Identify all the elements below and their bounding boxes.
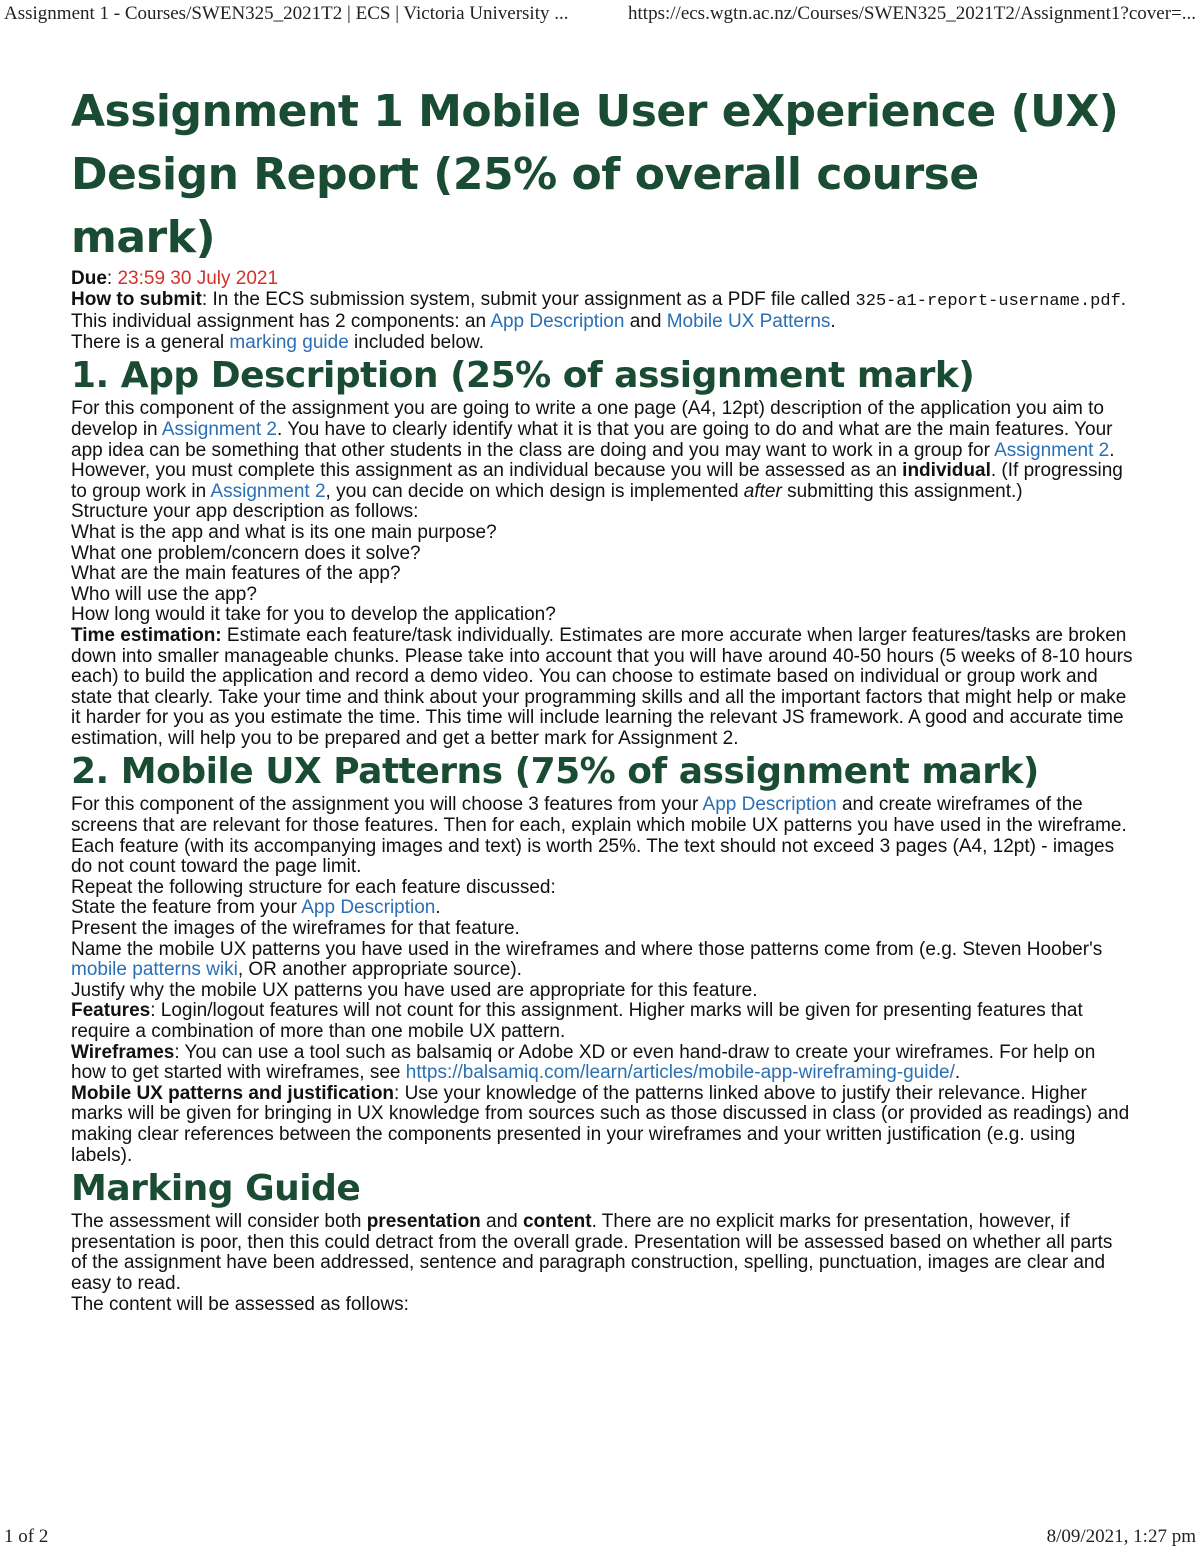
components-text: This individual assignment has 2 components: an [71,311,491,333]
app-description-heading: 1. App Description (25% of assignment mark) [71,355,975,397]
text: , you can decide on which design is implemented [325,480,744,502]
print-datetime: 8/09/2021, 1:27 pm [1046,1526,1196,1547]
content-assessed-line: The content will be assessed as follows: [71,1293,409,1315]
mobile-ux-patterns-link[interactable]: Mobile UX Patterns [666,311,831,333]
text: and create wireframes of the screens that are relevant for those features. Then for each, explain which mobile UX patterns you have used in the wireframe. Each feature (with its accompanying images and text) is worth 25%. The text should not exceed 3 pages (A4, 12pt) - images do not count toward the page limit. [71,794,1127,878]
question-item: How long would it take for you to develop the application? [71,604,556,626]
guide-text-end: included below. [348,331,484,353]
presentation-bold: presentation [366,1211,481,1233]
content-bold: content [522,1211,592,1233]
how-to-submit [71,290,1133,313]
text: and [480,1211,523,1233]
components-and: and [624,311,667,333]
assignment-2-link[interactable]: Assignment 2 [210,480,326,502]
ux-patterns-heading: 2. Mobile UX Patterns (75% of assignment mark) [71,751,1039,793]
period: . [954,1062,961,1084]
period: . [1120,288,1127,310]
text: State the feature from your [71,897,302,919]
after-italic: after [743,480,782,502]
submission-filename: 325-a1-report-username.pdf [855,291,1121,311]
print-footer [0,1527,1200,1549]
time-estimation-text: Estimate each feature/task individually. Estimates are more accurate when larger features/tasks are broken down into smaller manageable chunks. Please take into account that you will have around 40-50 hours (5 weeks of 8-10 hours each) to build the application and record a demo video. You can choose to estimate based on individual or group work and state that clearly. Take your time and think about your programming skills and all the important factors that might help or make it harder for you as you estimate the time. This time will include learning the relevant JS framework. A good and accurate time estimation, will help you to be prepared and get a better mark for Assignment 2. [71,624,1133,749]
text: : You can use a tool such as balsamiq or Adobe XD or even hand-draw to create your wireframes. For help on how to get started with wireframes, see [71,1041,1096,1084]
text: , OR another appropriate source). [237,959,522,981]
question-item: What are the main features of the app? [71,563,401,585]
features-paragraph [71,1001,1133,1042]
text: The assessment will consider both [71,1211,367,1233]
wireframes-paragraph [71,1043,1133,1084]
guide-text: There is a general [71,331,230,353]
due-line: Due: 23:59 30 July 2021 [71,268,279,289]
marking-guide-heading: Marking Guide [71,1168,361,1210]
justification-paragraph [71,1084,1133,1166]
repeat-structure: Repeat the following structure for each feature discussed: [71,876,556,898]
period: . [830,311,836,333]
print-url: https://ecs.wgtn.ac.nz/Courses/SWEN325_2021T2/Assignment1?cover=... [628,3,1196,24]
marking-guide-paragraph [71,1212,1133,1294]
app-description-link[interactable]: App Description [702,794,837,816]
page-count: 1 of 2 [4,1526,49,1547]
app-description-link[interactable]: App Description [301,897,436,919]
question-item: What one problem/concern does it solve? [71,542,421,564]
text: For this component of the assignment you will choose 3 features from your [71,794,703,816]
text: submitting this assignment.) [781,480,1023,502]
document-body [71,80,1133,1315]
how-to-submit-label: How to submit [71,288,202,310]
text: : Login/logout features will not count for this assignment. Higher marks will be given for presenting features that require a combination of more than one mobile UX pattern. [71,1000,1083,1042]
text: . However, you must complete this assignment as an individual because you will be assessed as an [71,439,1115,482]
individual-bold: individual [902,460,991,482]
features-label: Features [71,1000,151,1022]
time-estimation-label: Time estimation: [71,624,222,646]
justify-item: Justify why the mobile UX patterns you have used are appropriate for this feature. [71,979,758,1001]
app-description-link[interactable]: App Description [490,311,625,333]
question-item: What is the app and what is its one main purpose? [71,521,497,543]
app-description-paragraph [71,399,1133,502]
text: . You have to clearly identify what it is that you are going to do and what are the main features. Your app idea can be something that other students in the class are doing and you may want to work in a group for [71,418,1113,461]
present-images-item: Present the images of the wireframes for that feature. [71,918,520,940]
period: . [435,897,441,919]
components-line [71,312,1133,333]
text: For this component of the assignment you are going to write a one page (A4, 12pt) description of the application you aim to develop in [71,398,1104,440]
text: Name the mobile UX patterns you have used in the wireframes and where those patterns come from (e.g. Steven Hoober's [71,938,1103,960]
text: . There are no explicit marks for presentation, however, if presentation is poor, then this could detract from the overall grade. Presentation will be assessed based on whether all parts of the assignment have been addressed, sentence and paragraph construction, spelling, punctuation, images are clear and easy to read. [71,1211,1113,1294]
due-label: Due [71,268,107,289]
marking-guide-link[interactable]: marking guide [229,331,349,353]
time-estimation-paragraph [71,626,1133,750]
print-header [0,4,1200,26]
print-page-title: Assignment 1 - Courses/SWEN325_2021T2 | ECS | Victoria University ... [4,3,569,24]
question-item: Who will use the app? [71,583,257,605]
mobile-patterns-wiki-link[interactable]: mobile patterns wiki [71,959,238,981]
state-feature-item [71,898,1133,919]
text: : Use your knowledge of the patterns linked above to justify their relevance. Higher marks will be given for bringing in UX knowledge from sources such as those discussed in class (or provided as readings) and making clear references between the components presented in your wireframes and your written justification (e.g. using labels). [71,1082,1130,1166]
balsamiq-guide-link[interactable]: https://balsamiq.com/learn/articles/mobile-app-wireframing-guide/ [405,1062,955,1084]
name-patterns-item [71,940,1133,981]
marking-guide-line [71,333,1133,354]
text: . (If progressing to group work in [71,460,1123,502]
how-to-submit-text: : In the ECS submission system, submit your assignment as a PDF file called [201,288,856,310]
structure-intro: Structure your app description as follows: [71,501,419,523]
wireframes-label: Wireframes [71,1041,175,1063]
justification-label: Mobile UX patterns and justification [71,1082,395,1104]
assignment-2-link[interactable]: Assignment 2 [994,439,1110,461]
ux-patterns-paragraph [71,795,1133,877]
page-title: Assignment 1 Mobile User eXperience (UX) Design Report (25% of overall course mark) [71,86,1119,263]
due-date: 23:59 30 July 2021 [117,268,279,289]
assignment-2-link[interactable]: Assignment 2 [161,418,277,440]
